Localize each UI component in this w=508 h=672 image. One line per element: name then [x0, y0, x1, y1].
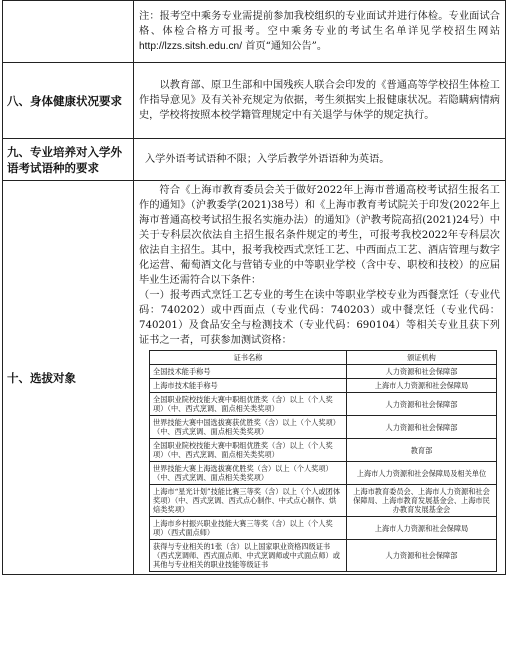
cert-org: 上海市人力资源和社会保障局及相关单位 [347, 462, 497, 485]
cert-row [150, 485, 497, 517]
row9-title: 九、专业培养对入学外语考试语种的要求 [3, 139, 134, 181]
row10-content [134, 181, 506, 575]
cert-org: 人力资源和社会保障部 [347, 540, 497, 572]
row8-text: 以教育部、原卫生部和中国残疾人联合会印发的《普通高等学校招生体检工作指导意见》及有关补充规定为依据，考生须据实上报健康状况。若隐瞒病情病史，学校将按照本校学籍管理规定中有关退学与休学的规定执行。 [139, 80, 500, 121]
cert-org: 上海市人力资源和社会保障局 [347, 379, 497, 393]
cert-name: 上海市技术能手称号 [150, 379, 347, 393]
cert-name: 上海市“星光计划”技能比赛三等奖（含）以上（个人或团体奖项）（中、西式烹调、西式点心制作、中式点心制作、烘焙类奖项） [150, 485, 347, 517]
row9-text: 入学外语考试语种不限；入学后教学外语语种为英语。 [145, 154, 390, 165]
cert-name: 获得与专业相关的1张（含）以上国家职业资格四级证书（西式烹调师、西式面点师、中式烹调师或中式面点师）或其他与专业相关的职业技能等级证书 [150, 540, 347, 572]
cert-name: 全国职业院校技能大赛中职组优胜奖（含）以上（个人奖项）（中、西式烹调、面点相关类奖项） [150, 439, 347, 462]
cert-org: 人力资源和社会保障部 [347, 365, 497, 379]
top-note-body: 注：报考空中乘务专业需提前参加我校组织的专业面试并进行体检。专业面试合格、体检合格方可报考。空中乘务专业的考试生名单详见学校招生网站 [139, 11, 500, 37]
certificate-table-header [150, 351, 497, 365]
cert-row [150, 379, 497, 393]
cert-name: 上海市乡村振兴职业技能大赛三等奖（含）以上（个人奖项）（西式面点师） [150, 517, 347, 540]
cert-org: 上海市教育委员会、上海市人力资源和社会保障局、上海市教育发展基金会、上海市民办教育发展基金会 [347, 485, 497, 517]
cert-name: 全国技术能手称号 [150, 365, 347, 379]
cert-header-name: 证书名称 [150, 351, 347, 365]
cert-name: 世界技能大赛上海选拔赛优胜奖（含）以上（个人奖项）（中、西式烹调、面点相关类奖项） [150, 462, 347, 485]
cert-header-org: 颁证机构 [347, 351, 497, 365]
row8-content [134, 63, 506, 139]
row10-para1: 符合《上海市教育委员会关于做好2022年上海市普通高校考试招生报名工作的通知》（沪教委学(2021)38号）和《上海市教育考试院关于印发(2022年上海市普通高校考试招生报名实施办法）的通知》（沪教考院高招(2021)24号）中关于专科层次依法自主招生报名条件规定的考生，可报考我校2022年专科层次依法自主招生。其中，报考我校西式烹饪工艺、中西面点工艺、酒店管理与数字化运营、葡萄酒文化与营销专业的中等职业学校（含中专、职校和技校）的应届毕业生还需符合以下条件： [139, 185, 500, 286]
admissions-table [2, 0, 506, 575]
cert-row [150, 517, 497, 540]
certificate-table [149, 350, 497, 572]
row10-para2: （一）报考西式烹饪工艺专业的考生在读中等职业学校专业为西餐烹饪（专业代码：740202）或中西面点（专业代码：740203）或中餐烹饪（专业代码：740201）及食品安全与检测技术（专业代码：690104）等相关专业且获下列证书之一者，可获参加测试资格： [139, 290, 500, 346]
cert-org: 人力资源和社会保障部 [347, 393, 497, 416]
row-top-left-cell [3, 1, 134, 63]
row8-title: 八、身体健康状况要求 [3, 63, 134, 139]
row-language [3, 139, 506, 181]
cert-row [150, 365, 497, 379]
cert-row [150, 416, 497, 439]
row10-title: 十、选拔对象 [3, 181, 134, 575]
cert-name: 全国职业院校技能大赛中职组优胜奖（含）以上（个人奖项）（中、西式烹调、面点相关类奖项） [150, 393, 347, 416]
cert-org: 人力资源和社会保障部 [347, 416, 497, 439]
cert-row [150, 439, 497, 462]
cert-row [150, 393, 497, 416]
row-top-content [134, 1, 506, 63]
top-note-text [139, 9, 500, 54]
row-selection [3, 181, 506, 575]
row-health [3, 63, 506, 139]
row-top-note [3, 1, 506, 63]
cert-org: 上海市人力资源和社会保障局 [347, 517, 497, 540]
top-note-suffix: 首页“通知公告”。 [242, 41, 328, 52]
cert-row [150, 462, 497, 485]
row9-content [134, 139, 506, 181]
cert-name: 世界技能大赛中国选拔赛获优胜奖（含）以上（个人奖项）（中、西式烹调、面点相关类奖项） [150, 416, 347, 439]
cert-row [150, 540, 497, 572]
cert-org: 教育部 [347, 439, 497, 462]
school-website-link[interactable]: http://lzzs.sitsh.edu.cn/ [139, 41, 243, 52]
